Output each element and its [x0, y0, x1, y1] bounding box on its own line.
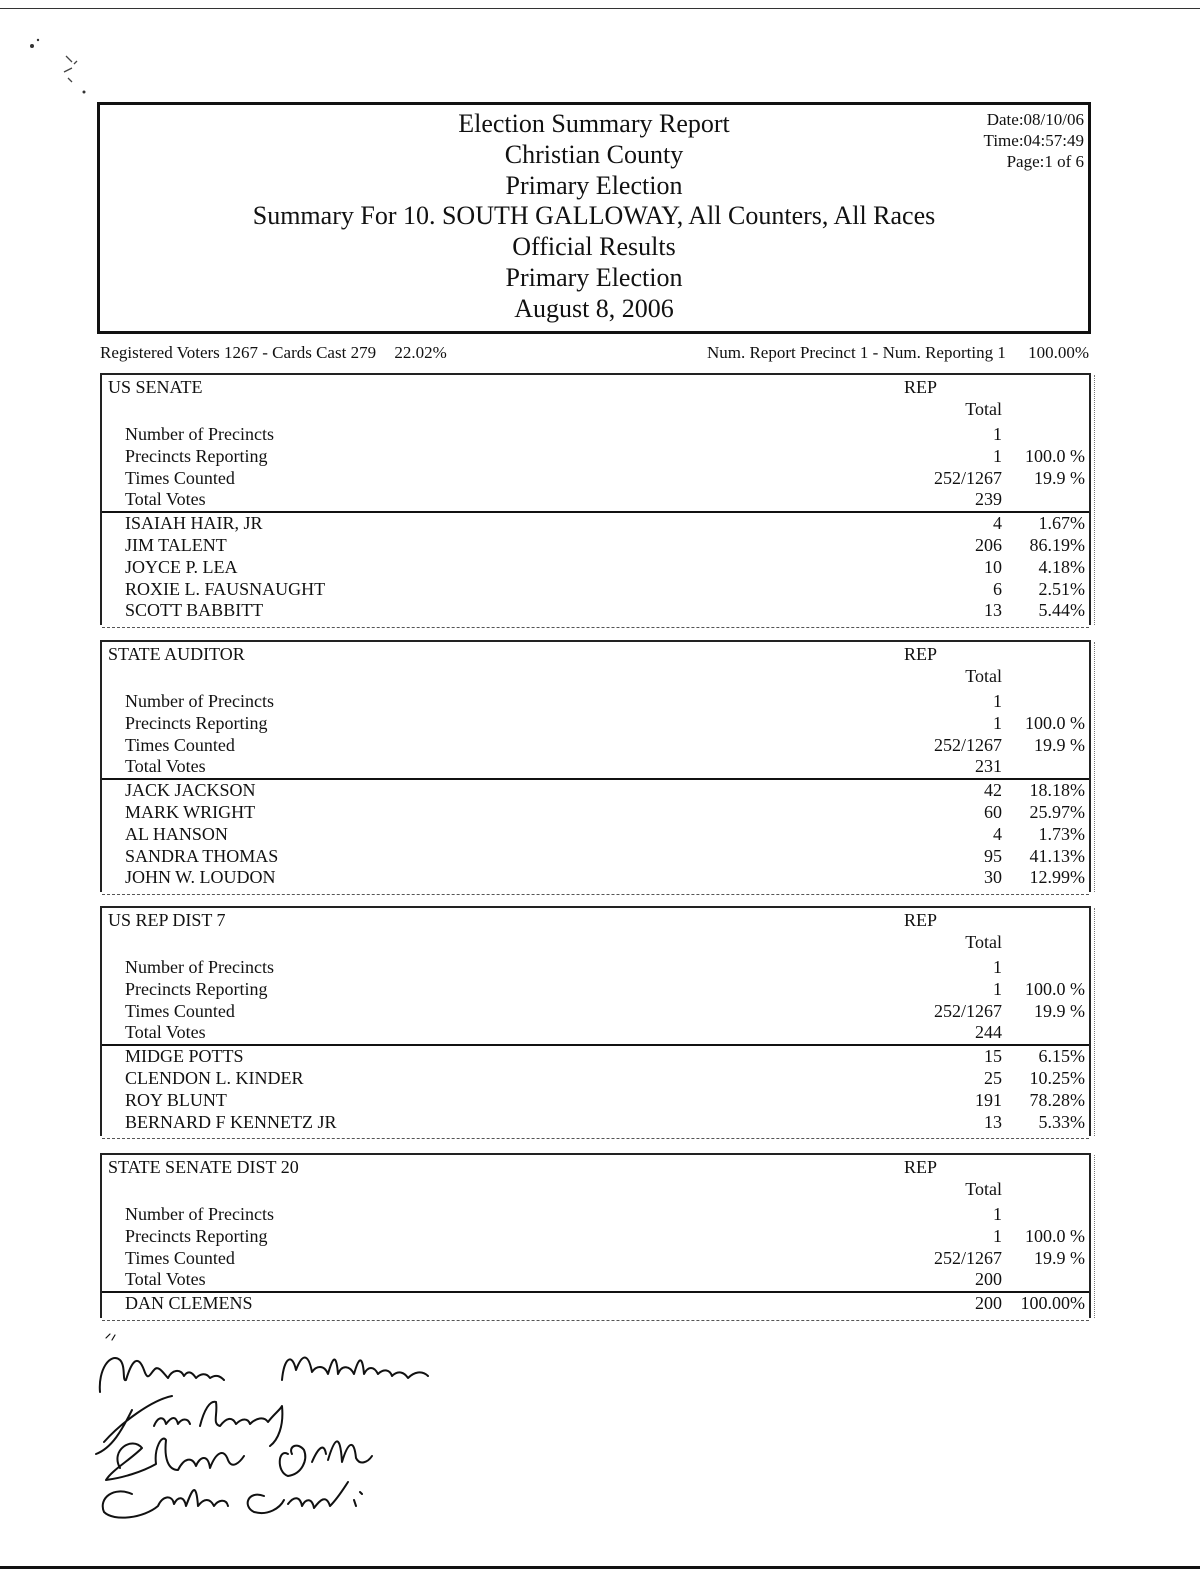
candidate-votes: 30 — [984, 867, 1002, 888]
scan-margin-mark — [1094, 1155, 1099, 1318]
stat-row — [102, 423, 1089, 445]
stat-label: Times Counted — [125, 734, 235, 755]
candidate-name: JACK JACKSON — [125, 780, 256, 801]
stat-label: Precincts Reporting — [125, 978, 268, 999]
stat-percent: 19.9 % — [1034, 467, 1085, 488]
stat-value: 1 — [993, 691, 1002, 711]
scan-specks — [22, 34, 92, 104]
scan-margin-mark — [1094, 908, 1099, 1136]
registered-voters-summary — [100, 343, 447, 363]
candidate-row — [102, 512, 1089, 534]
report-title: Election Summary Report — [458, 109, 730, 138]
stat-row — [102, 1000, 1089, 1022]
signature-4 — [103, 1490, 228, 1518]
race-party: REP — [904, 377, 938, 397]
stat-label: Precincts Reporting — [125, 1225, 268, 1246]
stat-label: Total Votes — [125, 1022, 206, 1043]
race-title: STATE SENATE DIST 20 — [108, 1157, 299, 1177]
stat-label: Times Counted — [125, 467, 235, 488]
stat-value: 200 — [975, 1269, 1002, 1290]
scan-margin-mark — [1094, 375, 1099, 625]
candidate-percent: 41.13% — [1029, 845, 1085, 866]
candidate-percent: 2.51% — [1038, 578, 1085, 599]
stat-label: Precincts Reporting — [125, 712, 268, 733]
candidate-percent: 12.99% — [1029, 867, 1085, 888]
candidate-percent: 4.18% — [1038, 556, 1085, 577]
candidate-row — [102, 801, 1089, 823]
stat-label: Number of Precincts — [125, 1204, 274, 1224]
stat-row — [102, 467, 1089, 489]
stat-row — [102, 755, 1089, 777]
stat-value: 252/1267 — [933, 1000, 1002, 1021]
candidate-row — [102, 779, 1089, 801]
candidate-votes: 6 — [993, 578, 1002, 599]
stat-percent: 100.0 % — [1025, 445, 1085, 466]
candidate-votes: 191 — [975, 1089, 1002, 1110]
candidate-percent: 86.19% — [1029, 535, 1085, 555]
bottom-scan-edge — [0, 1566, 1200, 1569]
signature-1 — [100, 1358, 224, 1392]
results-status: Official Results — [512, 232, 676, 262]
stat-value: 1 — [993, 1225, 1002, 1246]
stat-label: Number of Precincts — [125, 424, 274, 444]
race-party: REP — [904, 910, 938, 930]
precinct-reporting-text: Num. Report Precinct 1 - Num. Reporting 1 — [706, 343, 1006, 362]
candidate-name: SCOTT BABBITT — [125, 600, 264, 621]
stat-row — [102, 956, 1089, 978]
candidate-percent: 100.00% — [1020, 1293, 1085, 1314]
turnout-percent: 22.02% — [394, 343, 447, 362]
candidate-name: SANDRA THOMAS — [125, 845, 279, 866]
race-total-header: Total — [965, 932, 1002, 952]
candidate-votes: 4 — [993, 513, 1002, 534]
stat-row — [102, 1021, 1089, 1043]
stat-value: 239 — [975, 489, 1002, 510]
stat-value: 252/1267 — [933, 1247, 1002, 1268]
candidate-name: CLENDON L. KINDER — [125, 1068, 304, 1088]
stat-value: 244 — [975, 1022, 1002, 1043]
stat-percent: 19.9 % — [1034, 1000, 1085, 1021]
candidate-name: DAN CLEMENS — [125, 1293, 253, 1314]
candidate-votes: 4 — [993, 823, 1002, 844]
candidate-name: JIM TALENT — [125, 535, 227, 555]
stat-value: 1 — [993, 424, 1002, 444]
stat-row — [102, 1225, 1089, 1247]
stat-value: 1 — [993, 1204, 1002, 1224]
candidate-votes: 60 — [984, 802, 1002, 822]
stat-row — [102, 1268, 1089, 1290]
election-date: August 8, 2006 — [514, 293, 674, 323]
candidate-percent: 25.97% — [1029, 802, 1085, 822]
race-title: US SENATE — [108, 377, 203, 397]
candidate-percent: 78.28% — [1029, 1089, 1085, 1110]
candidate-votes: 13 — [984, 600, 1002, 621]
stat-label: Times Counted — [125, 1000, 235, 1021]
stat-percent: 19.9 % — [1034, 1247, 1085, 1268]
candidate-row — [102, 578, 1089, 600]
stat-label: Precincts Reporting — [125, 445, 268, 466]
race-title: STATE AUDITOR — [108, 644, 245, 664]
reporting-percent: 100.00% — [1028, 343, 1089, 362]
county-name: Christian County — [504, 139, 684, 169]
race-party: REP — [904, 644, 938, 664]
candidate-row — [102, 823, 1089, 845]
precinct-reporting-summary — [707, 343, 1089, 363]
candidate-name: JOYCE P. LEA — [125, 556, 238, 577]
registered-voters-text: Registered Voters 1267 - Cards Cast 279 — [100, 343, 377, 362]
header-title-block — [100, 109, 1088, 325]
race-party: REP — [904, 1157, 938, 1177]
candidate-row — [102, 866, 1089, 888]
candidate-name: AL HANSON — [125, 823, 228, 844]
stat-row — [102, 445, 1089, 467]
report-date: Date:08/10/06 — [986, 110, 1084, 129]
candidate-row — [102, 1045, 1089, 1067]
report-header — [97, 102, 1091, 334]
signature-3 — [106, 1439, 244, 1480]
stat-label: Number of Precincts — [125, 691, 274, 711]
candidate-name: ISAIAH HAIR, JR — [125, 513, 263, 534]
stat-value: 1 — [993, 957, 1002, 977]
candidate-votes: 10 — [984, 556, 1002, 577]
candidate-name: ROY BLUNT — [125, 1089, 227, 1110]
candidate-row — [102, 1292, 1089, 1314]
candidate-name: MARK WRIGHT — [125, 802, 256, 822]
stat-percent: 100.0 % — [1025, 712, 1085, 733]
race-title: US REP DIST 7 — [108, 910, 226, 930]
top-scan-edge — [0, 8, 1200, 9]
stat-label: Times Counted — [125, 1247, 235, 1268]
stat-label: Total Votes — [125, 489, 206, 510]
candidate-row — [102, 534, 1089, 556]
candidate-row — [102, 556, 1089, 578]
stat-value: 1 — [993, 445, 1002, 466]
race-section — [100, 640, 1091, 892]
race-section — [100, 373, 1091, 625]
candidate-row — [102, 1067, 1089, 1089]
candidate-row — [102, 1089, 1089, 1111]
header-meta — [984, 109, 1084, 172]
candidate-votes: 42 — [984, 780, 1002, 801]
candidate-name: MIDGE POTTS — [125, 1046, 244, 1067]
race-total-header: Total — [965, 666, 1002, 686]
stat-percent: 100.0 % — [1025, 1225, 1085, 1246]
stat-row — [102, 488, 1089, 510]
stat-row — [102, 1247, 1089, 1269]
candidate-votes: 206 — [975, 535, 1002, 555]
candidate-votes: 13 — [984, 1111, 1002, 1132]
candidate-votes: 25 — [984, 1068, 1002, 1088]
candidate-percent: 1.67% — [1038, 513, 1085, 534]
stat-label: Total Votes — [125, 756, 206, 777]
candidate-votes: 15 — [984, 1046, 1002, 1067]
page-number: Page:1 of 6 — [1006, 152, 1084, 171]
stat-value: 252/1267 — [933, 734, 1002, 755]
candidate-percent: 6.15% — [1038, 1046, 1085, 1067]
stat-value: 252/1267 — [933, 467, 1002, 488]
candidate-row — [102, 599, 1089, 621]
candidate-row — [102, 1111, 1089, 1133]
candidate-name: BERNARD F KENNETZ JR — [125, 1111, 337, 1132]
candidate-name: JOHN W. LOUDON — [125, 867, 276, 888]
stat-row — [102, 734, 1089, 756]
stat-value: 1 — [993, 978, 1002, 999]
election-type: Primary Election — [505, 170, 683, 200]
report-time: Time:04:57:49 — [983, 131, 1084, 150]
race-total-header: Total — [965, 1179, 1002, 1199]
candidate-percent: 10.25% — [1029, 1068, 1085, 1088]
candidate-percent: 5.44% — [1038, 600, 1085, 621]
race-total-header: Total — [965, 399, 1002, 419]
stat-value: 1 — [993, 712, 1002, 733]
stat-percent: 100.0 % — [1025, 978, 1085, 999]
summary-scope: Summary For 10. SOUTH GALLOWAY, All Counters, All Races — [252, 201, 936, 231]
race-section — [100, 906, 1091, 1136]
stat-row — [102, 712, 1089, 734]
candidate-percent: 1.73% — [1038, 823, 1085, 844]
election-type-repeat: Primary Election — [505, 262, 683, 292]
candidate-votes: 95 — [984, 845, 1002, 866]
scan-margin-mark — [1094, 642, 1099, 892]
race-section — [100, 1153, 1091, 1318]
candidate-votes: 200 — [975, 1293, 1002, 1314]
candidate-percent: 18.18% — [1029, 780, 1085, 801]
candidate-name: ROXIE L. FAUSNAUGHT — [125, 578, 326, 599]
stat-row — [102, 1203, 1089, 1225]
candidate-row — [102, 845, 1089, 867]
signature-block — [92, 1330, 512, 1540]
stat-percent: 19.9 % — [1034, 734, 1085, 755]
stat-row — [102, 690, 1089, 712]
stat-row — [102, 978, 1089, 1000]
stat-label: Number of Precincts — [125, 957, 274, 977]
stat-label: Total Votes — [125, 1269, 206, 1290]
candidate-percent: 5.33% — [1038, 1111, 1085, 1132]
stat-value: 231 — [975, 756, 1002, 777]
